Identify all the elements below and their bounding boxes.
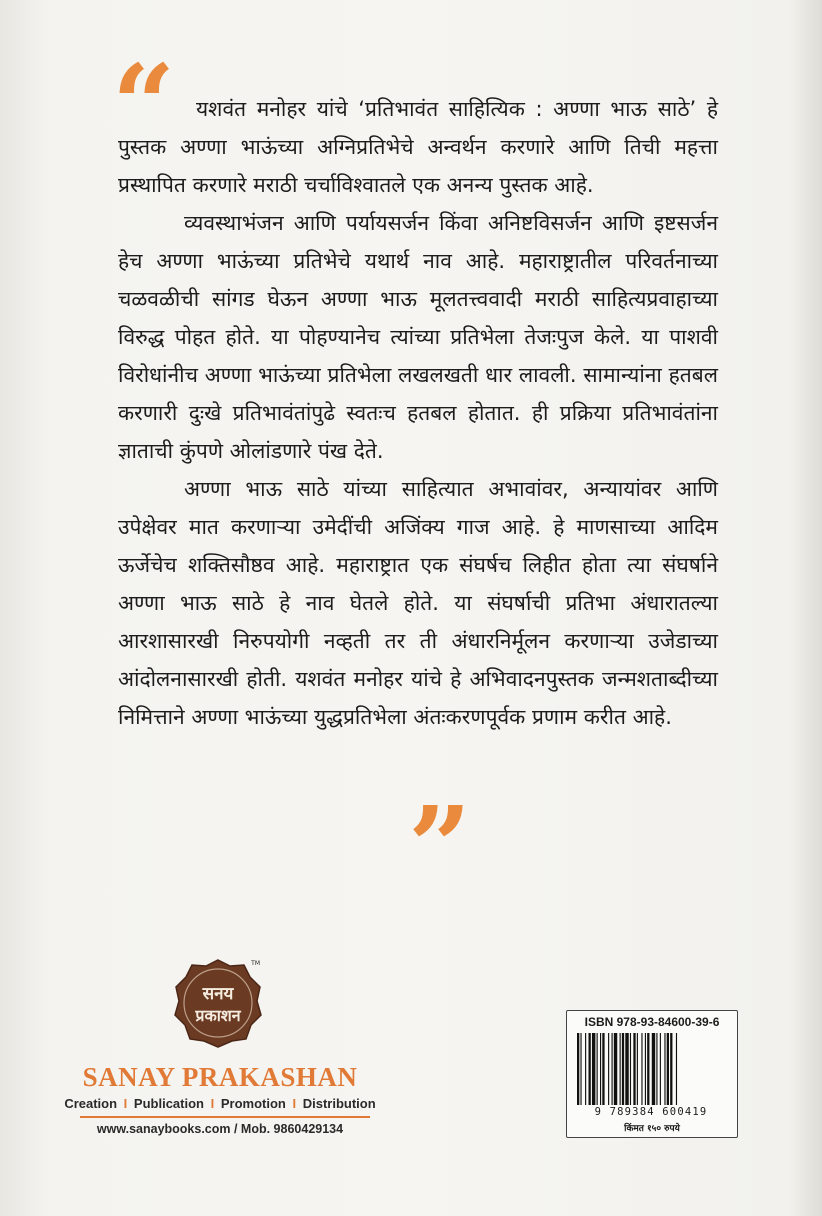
barcode-stripe xyxy=(637,1033,638,1105)
barcode-panel xyxy=(566,1010,738,1138)
tagline-publication: Publication xyxy=(133,1096,204,1111)
tagline-distribution: Distribution xyxy=(302,1096,376,1111)
publisher-divider xyxy=(80,1116,370,1118)
barcode-stripe xyxy=(612,1033,613,1105)
barcode-stripe xyxy=(608,1033,609,1105)
logo-text-line2: प्रकाशन xyxy=(195,1006,241,1025)
barcode-bars xyxy=(577,1033,729,1105)
barcode-stripe xyxy=(670,1033,672,1105)
barcode-stripe xyxy=(602,1033,604,1105)
price-label: किंमत १५० रुपये xyxy=(624,1124,680,1134)
publisher-logo xyxy=(172,957,264,1049)
barcode-stripe xyxy=(664,1033,665,1105)
publisher-contact: www.sanaybooks.com / Mob. 9860429134 xyxy=(96,1122,344,1136)
barcode-stripe xyxy=(585,1033,586,1105)
barcode-stripe xyxy=(577,1033,579,1105)
barcode-stripe xyxy=(622,1033,624,1105)
isbn-text: ISBN 978-93-84600-39-6 xyxy=(584,1015,720,1029)
tagline-promotion: Promotion xyxy=(220,1096,286,1111)
barcode-stripe xyxy=(660,1033,661,1105)
tagline-separator: I xyxy=(123,1096,128,1111)
barcode-stripe xyxy=(641,1033,642,1105)
publisher-name: SANAY PRAKASHAN xyxy=(82,1062,358,1092)
barcode-stripe xyxy=(620,1033,621,1105)
open-quote-mark: “ xyxy=(112,40,176,169)
blurb-paragraph-1: यशवंत मनोहर यांचे ‘प्रतिभावंत साहित्यिक : अण्णा भाऊ साठे’ हे पुस्तक अण्णा भाऊंच्या अग्निप्रतिभेचे अन्वर्थन करणारे आणि तिची महत्ता प्रस्थापित करणारे मराठी चर्चाविश्वातले एक अनन्य पुस्तक आहे. xyxy=(118,97,718,197)
blurb-paragraph-3: अण्णा भाऊ साठे यांच्या साहित्यात अभावांवर, अन्यायांवर आणि उपेक्षेवर मात करणाऱ्या उमेदींची अजिंक्य गाज आहे. हे माणसाच्या आदिम ऊर्जेचेच शक्तिसौष्ठव आहे. महाराष्ट्रात एक संघर्षच लिहीत होता त्या संघर्षाने अण्णा भाऊ साठे हे नाव घेतले होते. या संघर्षाची प्रतिभा अंधारातल्या आरशासारखी निरुपयोगी नव्हती तर ती अंधारनिर्मूलन करणाऱ्या उजेडाच्या आंदोलनासारखी होती. यशवंत मनोहर यांचे हे अभिवादनपुस्तक जन्मशताब्दीच्या निमित्ताने अण्णा भाऊंच्या युद्धप्रतिभेला अंतःकरणपूर्वक प्रणाम करीत आहे. xyxy=(118,477,718,729)
barcode-stripe xyxy=(600,1033,601,1105)
barcode-stripe xyxy=(614,1033,617,1105)
barcode-stripe xyxy=(592,1033,595,1105)
barcode-stripe xyxy=(652,1033,655,1105)
barcode-stripe xyxy=(580,1033,581,1105)
barcode-stripe xyxy=(633,1033,635,1105)
logo-text-line1: सनय xyxy=(202,984,234,1004)
barcode-stripe xyxy=(676,1033,677,1105)
blurb-text xyxy=(118,90,718,736)
close-quote-mark: ” xyxy=(408,782,472,911)
tagline-separator: I xyxy=(210,1096,215,1111)
blurb-paragraph-2: व्यवस्थाभंजन आणि पर्यायसर्जन किंवा अनिष्टविसर्जन आणि इष्टसर्जन हेच अण्णा भाऊंच्या प्रतिभेचे यथार्थ नाव आहे. महाराष्ट्रातील परिवर्तनाच्या चळवळीची सांगड घेऊन अण्णा भाऊ मूलतत्त्ववादी मराठी साहित्यप्रवाहाच्या विरुद्ध पोहत होते. या पोहण्यानेच त्यांच्या प्रतिभेला तेजःपुज केले. या पाशवी विरोधांनीच अण्णा भाऊंच्या प्रतिभेला लखलखती धार लावली. सामान्यांना हतबल करणारी दुःखे प्रतिभावंतांपुढे स्वतःच हतबल होतात. ही प्रक्रिया प्रतिभावंतांना ज्ञाताची कुंपणे ओलांडणारे पंख देते. xyxy=(118,211,718,463)
barcode-stripe xyxy=(667,1033,669,1105)
barcode-digits: 9 789384 600419 xyxy=(594,1106,708,1118)
barcode-stripe xyxy=(589,1033,591,1105)
barcode-stripe xyxy=(656,1033,657,1105)
tagline-creation: Creation xyxy=(64,1096,118,1111)
barcode-stripe xyxy=(597,1033,598,1105)
barcode-stripe xyxy=(647,1033,649,1105)
barcode-stripe xyxy=(645,1033,646,1105)
trademark-mark: TM xyxy=(251,960,260,967)
barcode-stripe xyxy=(630,1033,631,1105)
tagline-separator: I xyxy=(292,1096,297,1111)
publisher-tagline xyxy=(0,1096,440,1111)
barcode-stripe xyxy=(625,1033,628,1105)
